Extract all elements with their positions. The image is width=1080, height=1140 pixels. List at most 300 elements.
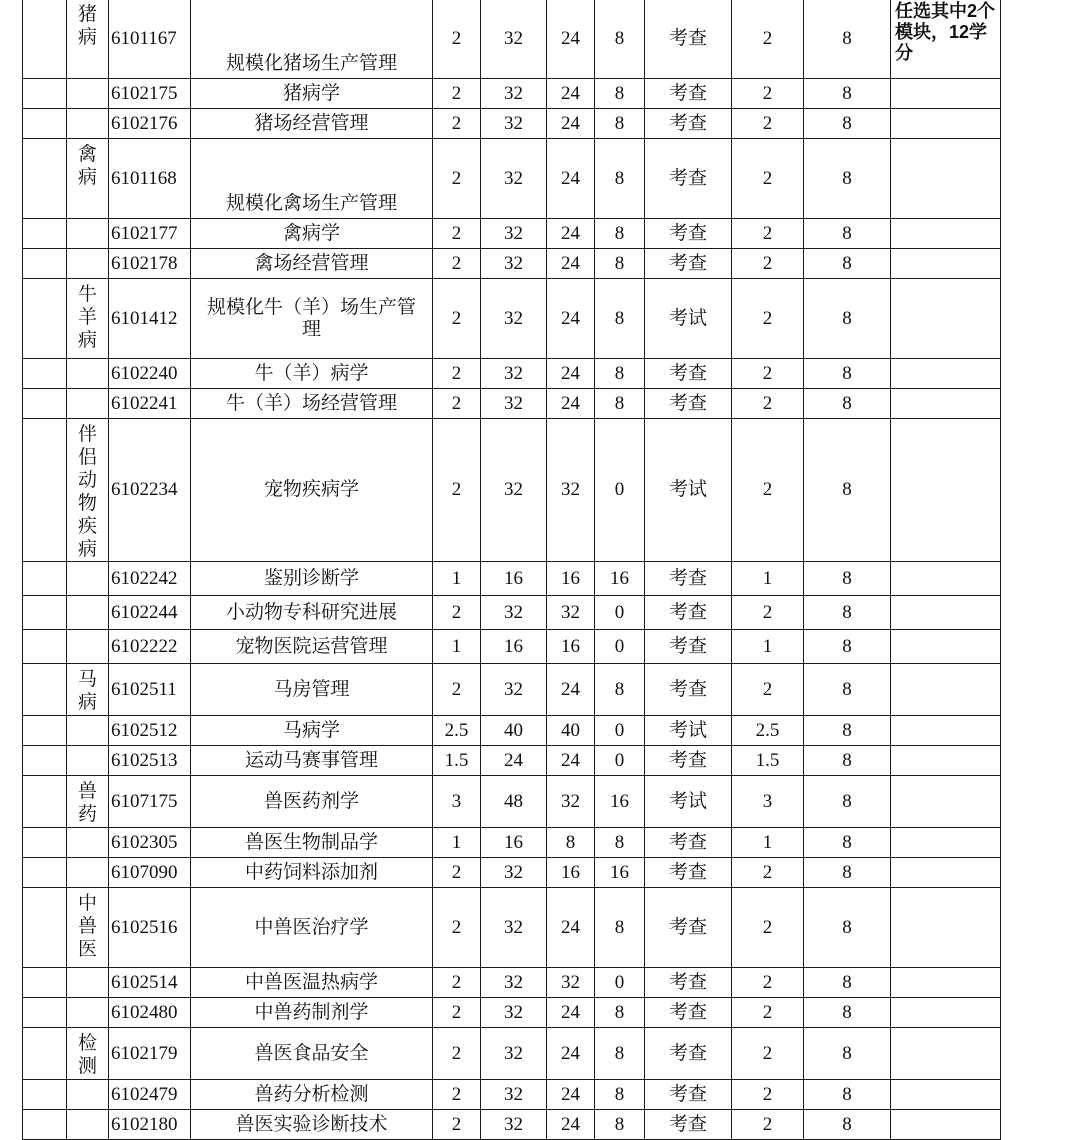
theory-hours-cell-text: 24 (561, 749, 580, 771)
blank-cell (23, 279, 67, 359)
table-row (23, 746, 1001, 776)
total-hours-cell-text: 32 (504, 167, 523, 189)
credit-cell-text: 2 (451, 362, 462, 384)
credit2-cell-text: 1 (762, 567, 773, 589)
semester-cell-text: 8 (842, 635, 852, 657)
course-code-cell (109, 998, 191, 1028)
course-name-cell-text: 鉴别诊断学 (263, 567, 359, 589)
practice-hours-cell-text: 8 (614, 252, 625, 274)
semester-cell-text: 8 (842, 252, 852, 274)
semester-cell-text: 8 (842, 362, 852, 384)
total-hours-cell (481, 968, 547, 998)
practice-hours-cell-text: 0 (614, 749, 625, 771)
credit2-cell-text: 2 (762, 479, 773, 501)
course-name-cell-text: 中兽药制剂学 (254, 1001, 369, 1023)
semester-cell-text: 8 (842, 567, 852, 589)
total-hours-cell-text: 32 (504, 222, 523, 244)
semester-cell (804, 389, 891, 419)
credit-cell-text: 2 (451, 601, 462, 623)
theory-hours-cell (547, 562, 595, 596)
assessment-cell-text: 考查 (668, 1001, 707, 1023)
course-code-cell-text: 6102234 (111, 479, 178, 501)
total-hours-cell (481, 1110, 547, 1140)
practice-hours-cell (595, 776, 645, 828)
credit2-cell-text: 2 (762, 1113, 773, 1135)
credit2-cell-text: 3 (762, 790, 773, 812)
semester-cell (804, 746, 891, 776)
blank-cell (23, 776, 67, 828)
semester-cell-text: 8 (842, 82, 852, 104)
total-hours-cell-text: 32 (504, 27, 523, 49)
credit-cell (433, 858, 481, 888)
category-cell (67, 828, 109, 858)
theory-hours-cell-text: 32 (561, 479, 580, 501)
note-cell (891, 419, 1001, 562)
table-row (23, 664, 1001, 716)
semester-cell-text: 8 (842, 307, 852, 329)
note-cell (891, 0, 1001, 79)
assessment-cell-text: 考查 (668, 1042, 707, 1064)
total-hours-cell-text: 32 (504, 861, 523, 883)
practice-hours-cell-text: 0 (614, 719, 625, 741)
credit2-cell (732, 0, 804, 79)
table-row (23, 858, 1001, 888)
course-name-cell-text: 兽医生物制品学 (244, 831, 378, 853)
total-hours-cell (481, 746, 547, 776)
category-cell (67, 249, 109, 279)
table-row (23, 0, 1001, 79)
note-cell (891, 968, 1001, 998)
total-hours-cell (481, 858, 547, 888)
semester-cell (804, 888, 891, 968)
course-code-cell (109, 0, 191, 79)
credit2-cell (732, 219, 804, 249)
practice-hours-cell (595, 1110, 645, 1140)
credit2-cell (732, 968, 804, 998)
note-cell (891, 828, 1001, 858)
note-cell (891, 249, 1001, 279)
assessment-cell (645, 279, 732, 359)
credit-cell (433, 888, 481, 968)
theory-hours-cell-text: 32 (561, 790, 580, 812)
note-cell (891, 998, 1001, 1028)
course-code-cell (109, 359, 191, 389)
table-row (23, 716, 1001, 746)
course-name-cell-text: 小动物专科研究进展 (225, 601, 397, 623)
practice-hours-cell-text: 8 (614, 27, 625, 49)
total-hours-cell (481, 79, 547, 109)
course-name-cell (191, 219, 433, 249)
practice-hours-cell (595, 139, 645, 219)
assessment-cell (645, 389, 732, 419)
total-hours-cell (481, 716, 547, 746)
credit-cell (433, 249, 481, 279)
total-hours-cell (481, 0, 547, 79)
course-name-cell (191, 596, 433, 630)
semester-cell-text: 8 (842, 1042, 852, 1064)
total-hours-cell (481, 776, 547, 828)
note-cell (891, 888, 1001, 968)
course-name-cell-text: 禽场经营管理 (254, 252, 369, 274)
theory-hours-cell-text: 32 (561, 601, 580, 623)
practice-hours-cell (595, 79, 645, 109)
credit2-cell (732, 279, 804, 359)
practice-hours-cell (595, 219, 645, 249)
credit-cell (433, 968, 481, 998)
course-code-cell-text: 6102242 (111, 567, 178, 589)
note-cell (891, 1028, 1001, 1080)
theory-hours-cell (547, 109, 595, 139)
theory-hours-cell (547, 858, 595, 888)
blank-cell (23, 716, 67, 746)
total-hours-cell (481, 219, 547, 249)
note-cell (891, 562, 1001, 596)
assessment-cell (645, 562, 732, 596)
credit-cell (433, 359, 481, 389)
credit-cell-text: 2 (451, 479, 462, 501)
total-hours-cell-text: 32 (504, 252, 523, 274)
credit-cell (433, 389, 481, 419)
assessment-cell (645, 664, 732, 716)
credit2-cell (732, 998, 804, 1028)
theory-hours-cell-text: 16 (561, 861, 580, 883)
semester-cell-text: 8 (842, 479, 852, 501)
credit2-cell-text: 2 (762, 861, 773, 883)
table-row (23, 279, 1001, 359)
assessment-cell (645, 630, 732, 664)
semester-cell-text: 8 (842, 1113, 852, 1135)
assessment-cell-text: 考查 (668, 831, 707, 853)
category-cell (67, 419, 109, 562)
category-cell-text: 马病 (77, 669, 97, 713)
blank-cell (23, 139, 67, 219)
course-code-cell (109, 828, 191, 858)
practice-hours-cell (595, 746, 645, 776)
semester-cell-text: 8 (842, 167, 852, 189)
credit2-cell (732, 828, 804, 858)
course-name-cell-text: 兽医实验诊断技术 (235, 1113, 388, 1135)
course-code-cell (109, 968, 191, 998)
total-hours-cell-text: 32 (504, 678, 523, 700)
total-hours-cell (481, 888, 547, 968)
theory-hours-cell-text: 24 (561, 916, 580, 938)
course-name-cell (191, 776, 433, 828)
category-cell (67, 998, 109, 1028)
credit-cell-text: 2 (451, 222, 462, 244)
course-name-cell-text: 兽医药剂学 (263, 790, 359, 812)
practice-hours-cell (595, 630, 645, 664)
note-cell (891, 79, 1001, 109)
practice-hours-cell-text: 8 (614, 82, 625, 104)
practice-hours-cell-text: 0 (614, 971, 625, 993)
theory-hours-cell (547, 776, 595, 828)
practice-hours-cell-text: 16 (610, 790, 629, 812)
credit2-cell (732, 419, 804, 562)
credit2-cell (732, 716, 804, 746)
category-cell (67, 664, 109, 716)
course-name-cell (191, 562, 433, 596)
total-hours-cell (481, 389, 547, 419)
course-code-cell-text: 6102516 (111, 916, 178, 938)
blank-cell (23, 1080, 67, 1110)
theory-hours-cell (547, 419, 595, 562)
category-cell (67, 746, 109, 776)
credit2-cell-text: 2 (762, 222, 773, 244)
course-code-cell-text: 6102305 (111, 831, 178, 853)
total-hours-cell (481, 249, 547, 279)
total-hours-cell-text: 24 (504, 749, 523, 771)
course-code-cell-text: 6102480 (111, 1001, 178, 1023)
credit2-cell (732, 630, 804, 664)
note-cell (891, 746, 1001, 776)
credit-cell (433, 596, 481, 630)
assessment-cell (645, 888, 732, 968)
theory-hours-cell-text: 24 (561, 1001, 580, 1023)
total-hours-cell-text: 32 (504, 1113, 523, 1135)
category-cell (67, 562, 109, 596)
semester-cell-text: 8 (842, 112, 852, 134)
note-cell (891, 630, 1001, 664)
credit2-cell-text: 1 (762, 831, 773, 853)
practice-hours-cell (595, 249, 645, 279)
category-cell (67, 359, 109, 389)
theory-hours-cell-text: 16 (561, 567, 580, 589)
credit-cell (433, 716, 481, 746)
credit-cell-text: 2 (451, 307, 462, 329)
course-name-cell (191, 79, 433, 109)
assessment-cell (645, 79, 732, 109)
assessment-cell-text: 考试 (668, 790, 707, 812)
credit-cell-text: 1 (451, 831, 462, 853)
theory-hours-cell (547, 389, 595, 419)
total-hours-cell-text: 16 (504, 831, 523, 853)
practice-hours-cell-text: 8 (614, 1042, 625, 1064)
theory-hours-cell (547, 998, 595, 1028)
credit2-cell (732, 858, 804, 888)
credit-cell-text: 2 (451, 27, 462, 49)
note-cell (891, 279, 1001, 359)
course-name-cell (191, 888, 433, 968)
practice-hours-cell (595, 279, 645, 359)
course-code-cell (109, 389, 191, 419)
credit2-cell-text: 1 (762, 635, 773, 657)
category-cell (67, 79, 109, 109)
theory-hours-cell-text: 24 (561, 222, 580, 244)
semester-cell-text: 8 (842, 916, 852, 938)
practice-hours-cell-text: 16 (610, 861, 629, 883)
table-row (23, 419, 1001, 562)
blank-cell (23, 888, 67, 968)
semester-cell (804, 419, 891, 562)
total-hours-cell-text: 16 (504, 635, 523, 657)
assessment-cell (645, 1028, 732, 1080)
credit-cell-text: 2 (451, 392, 462, 414)
table-row (23, 219, 1001, 249)
credit2-cell (732, 562, 804, 596)
semester-cell-text: 8 (842, 392, 852, 414)
table-row (23, 359, 1001, 389)
credit-cell (433, 1110, 481, 1140)
course-name-cell-text: 禽病学 (282, 222, 340, 244)
total-hours-cell (481, 359, 547, 389)
course-code-cell-text: 6107175 (111, 790, 178, 812)
course-name-cell (191, 419, 433, 562)
practice-hours-cell-text: 8 (614, 392, 625, 414)
semester-cell-text: 8 (842, 861, 852, 883)
assessment-cell-text: 考查 (668, 222, 707, 244)
credit-cell-text: 1 (451, 567, 462, 589)
course-name-cell-text: 猪病学 (282, 82, 340, 104)
course-code-cell-text: 6102177 (111, 222, 178, 244)
total-hours-cell (481, 630, 547, 664)
semester-cell (804, 998, 891, 1028)
category-cell-text: 中兽医 (77, 893, 97, 960)
course-name-cell-text: 猪场经营管理 (254, 112, 369, 134)
course-name-cell-text: 中兽医治疗学 (254, 916, 369, 938)
course-name-cell-text: 规模化牛（羊）场生产管理 (206, 296, 416, 340)
practice-hours-cell-text: 8 (614, 362, 625, 384)
course-table-body (23, 0, 1001, 1140)
category-cell (67, 716, 109, 746)
credit-cell-text: 1 (451, 635, 462, 657)
note-cell (891, 109, 1001, 139)
blank-cell (23, 0, 67, 79)
credit-cell-text: 1.5 (444, 749, 469, 771)
credit-cell (433, 139, 481, 219)
credit-cell (433, 562, 481, 596)
semester-cell-text: 8 (842, 1083, 852, 1105)
credit2-cell (732, 79, 804, 109)
assessment-cell-text: 考试 (668, 719, 707, 741)
practice-hours-cell (595, 419, 645, 562)
semester-cell (804, 139, 891, 219)
table-row (23, 998, 1001, 1028)
category-cell-text: 牛羊病 (77, 284, 97, 351)
course-name-cell-text: 中药饲料添加剂 (244, 861, 378, 883)
assessment-cell (645, 776, 732, 828)
credit2-cell-text: 2 (762, 678, 773, 700)
assessment-cell (645, 109, 732, 139)
practice-hours-cell (595, 109, 645, 139)
table-row (23, 828, 1001, 858)
credit2-cell-text: 2 (762, 971, 773, 993)
blank-cell (23, 249, 67, 279)
total-hours-cell-text: 40 (504, 719, 523, 741)
course-name-cell (191, 139, 433, 219)
credit-cell (433, 1028, 481, 1080)
theory-hours-cell (547, 828, 595, 858)
assessment-cell (645, 968, 732, 998)
total-hours-cell (481, 279, 547, 359)
category-cell-text: 检测 (77, 1033, 97, 1077)
total-hours-cell (481, 828, 547, 858)
practice-hours-cell-text: 8 (614, 916, 625, 938)
assessment-cell (645, 1110, 732, 1140)
semester-cell (804, 359, 891, 389)
course-name-cell (191, 0, 433, 79)
course-code-cell-text: 6107090 (111, 861, 178, 883)
assessment-cell (645, 828, 732, 858)
note-cell (891, 858, 1001, 888)
course-code-cell-text: 6102240 (111, 362, 178, 384)
course-code-cell-text: 6102179 (111, 1042, 178, 1064)
course-name-cell-text: 宠物医院运营管理 (235, 635, 388, 657)
practice-hours-cell (595, 968, 645, 998)
total-hours-cell-text: 32 (504, 1042, 523, 1064)
category-cell (67, 968, 109, 998)
note-cell (891, 716, 1001, 746)
assessment-cell (645, 998, 732, 1028)
practice-hours-cell (595, 562, 645, 596)
credit-cell-text: 2 (451, 861, 462, 883)
category-cell (67, 279, 109, 359)
assessment-cell-text: 考查 (668, 861, 707, 883)
category-cell (67, 1110, 109, 1140)
table-row (23, 79, 1001, 109)
total-hours-cell-text: 48 (504, 790, 523, 812)
total-hours-cell-text: 32 (504, 601, 523, 623)
table-row (23, 630, 1001, 664)
credit2-cell (732, 1028, 804, 1080)
assessment-cell-text: 考查 (668, 601, 707, 623)
credit-cell (433, 998, 481, 1028)
table-row (23, 139, 1001, 219)
theory-hours-cell (547, 79, 595, 109)
theory-hours-cell-text: 24 (561, 1083, 580, 1105)
theory-hours-cell-text: 24 (561, 82, 580, 104)
credit2-cell-text: 2 (762, 601, 773, 623)
credit-cell-text: 2 (451, 1113, 462, 1135)
assessment-cell-text: 考查 (668, 971, 707, 993)
category-cell (67, 389, 109, 419)
theory-hours-cell (547, 1080, 595, 1110)
semester-cell (804, 249, 891, 279)
credit-cell-text: 2 (451, 1083, 462, 1105)
semester-cell (804, 1080, 891, 1110)
total-hours-cell-text: 32 (504, 112, 523, 134)
course-code-cell-text: 6102176 (111, 112, 178, 134)
table-row (23, 562, 1001, 596)
assessment-cell-text: 考查 (668, 392, 707, 414)
credit-cell (433, 109, 481, 139)
course-name-cell-text: 中兽医温热病学 (244, 971, 378, 993)
theory-hours-cell-text: 24 (561, 252, 580, 274)
credit-cell (433, 0, 481, 79)
theory-hours-cell (547, 630, 595, 664)
note-cell (891, 219, 1001, 249)
credit2-cell (732, 888, 804, 968)
course-name-cell (191, 716, 433, 746)
credit-cell-text: 2 (451, 82, 462, 104)
blank-cell (23, 109, 67, 139)
blank-cell (23, 389, 67, 419)
practice-hours-cell (595, 0, 645, 79)
theory-hours-cell (547, 219, 595, 249)
total-hours-cell-text: 32 (504, 1001, 523, 1023)
course-code-cell (109, 888, 191, 968)
category-cell (67, 776, 109, 828)
course-name-cell (191, 630, 433, 664)
table-row (23, 888, 1001, 968)
category-cell-text: 禽病 (77, 144, 97, 188)
credit2-cell-text: 2 (762, 167, 773, 189)
practice-hours-cell-text: 8 (614, 1001, 625, 1023)
assessment-cell-text: 考查 (668, 635, 707, 657)
total-hours-cell-text: 16 (504, 567, 523, 589)
practice-hours-cell-text: 8 (614, 678, 625, 700)
table-row (23, 1080, 1001, 1110)
total-hours-cell-text: 32 (504, 479, 523, 501)
